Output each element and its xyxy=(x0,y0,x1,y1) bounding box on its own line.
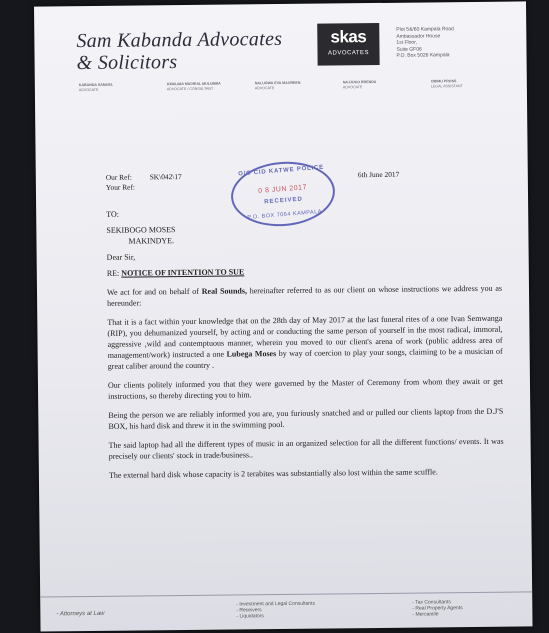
logo-mark: skas xyxy=(330,27,367,47)
paragraph-6: The external hard disk whose capacity is 2 terabites was substantially also lost within the same scuffle. xyxy=(108,467,438,480)
firm-name xyxy=(76,28,306,74)
staff-name: KWALIMA MICHEAL MULUMBA xyxy=(166,81,221,87)
staff-name: KABANDA SAMUEL xyxy=(78,82,114,88)
staff-role: LEGAL ASSISTANT xyxy=(430,84,463,89)
firm-address xyxy=(396,26,516,60)
letter-page xyxy=(34,1,533,631)
footer-service: - Investment and Legal Consultants xyxy=(236,600,315,608)
staff-list xyxy=(79,79,519,124)
paragraph-4: Being the person we are reliably informed you are, you furiously snatched and or pulled our clients laptop from the D.J'S BOX, his hard disk and threw it in the swimming pool. xyxy=(108,406,504,431)
stamp-received: RECEIVED xyxy=(264,196,304,206)
stamp-top-text: O/C CID KATWE POLICE xyxy=(238,164,325,178)
p1-text-a: We act for and on behalf of xyxy=(106,286,202,297)
address-line: Ambassador House xyxy=(396,32,441,40)
address-line: P.O. Box 5026 Kampala xyxy=(396,52,450,59)
firm-name-line1: Sam Kabanda Advocates xyxy=(76,27,283,53)
footer-service: - Liquidators xyxy=(236,613,264,620)
footer-col-3 xyxy=(412,599,462,618)
stamp-bottom-text: P.O. BOX 7064 KAMPALA xyxy=(247,208,323,221)
our-ref-label: Our Ref: xyxy=(105,172,132,182)
staff-name: OBIMU PROSS xyxy=(430,79,457,84)
paragraph-2 xyxy=(107,313,503,372)
salutation: Dear Sir, xyxy=(106,252,136,262)
our-ref-value: SK\042\17 xyxy=(149,172,182,182)
logo-subtitle: ADVOCATES xyxy=(327,50,370,57)
footer-service: - Real Property Agents xyxy=(412,605,463,612)
staff-entry xyxy=(79,82,163,93)
dj-name: Lubega Moses xyxy=(226,349,277,359)
p1-text-c: hereinafter referred to as our client on whose instructions we address you as hereunder: xyxy=(107,283,503,308)
staff-entry xyxy=(343,79,427,90)
subject-text: NOTICE OF INTENTION TO SUE xyxy=(121,267,245,278)
letter-body xyxy=(106,205,504,489)
reference-block xyxy=(106,172,182,193)
staff-role: ADVOCATE xyxy=(342,85,363,90)
paragraph-3: Our clients politely informed you that they were governed by the Master of Ceremony from whom they await or get instructions, so thereby directing you to him. xyxy=(107,376,504,401)
letter-date: 6th June 2017 xyxy=(357,169,400,180)
footer-service: - Receivers xyxy=(236,607,262,614)
staff-entry xyxy=(167,81,251,92)
to-label: TO: xyxy=(106,209,119,219)
paragraph-5: The said laptop had all the different types of music in an organized selection for all the different functions/ events. It was precisely our clients' stock in trade/business.. xyxy=(108,436,504,461)
re-label: RE: xyxy=(106,268,120,278)
address-line: Plot 5&/60 Kampala Road xyxy=(396,26,454,33)
your-ref-label: Your Ref: xyxy=(105,182,135,192)
p2-text-a: That it is a fact within your knowledge that on the 28th day of May 2017 at the last funeral rites of a one Ivan Semwanga (RIP), you dehumanized yourself, by acting and or conducting the same person of yourself in the most radical, immoral, aggressive ,wild and contemptuous manner, wherein you moved to our client's arena of work (public address area of management/work) instructed a one xyxy=(107,313,503,360)
p2-text-c: by way of coercion to play your songs, claiming to be a musician of great caliber around the country . xyxy=(107,346,503,371)
paragraph-1 xyxy=(107,283,502,309)
letter-footer xyxy=(40,591,532,632)
staff-role: ADVOCATE xyxy=(254,86,275,91)
recipient-location: MAKINDYE. xyxy=(128,236,175,246)
address-line: Suite GF06 xyxy=(396,46,422,53)
footer-col-2 xyxy=(236,601,315,620)
footer-service: - Mercantile xyxy=(412,611,439,618)
staff-entry xyxy=(255,80,339,91)
staff-name: NAJJUKO BRENDA xyxy=(342,79,377,85)
recipient-address xyxy=(106,205,502,268)
firm-logo xyxy=(317,23,379,66)
address-line: 1st Floor, xyxy=(396,39,418,46)
footer-service: - Tax Consultants xyxy=(412,599,451,606)
staff-entry xyxy=(431,79,515,90)
staff-role: ADVOCATE / CONSULTANT xyxy=(166,86,214,92)
recipient-name: SEKIBOGO MOSES xyxy=(106,225,176,235)
footer-col-1: - Attorneys at Law xyxy=(56,610,105,618)
staff-name: NALUGWA EVA MAUREEN xyxy=(254,80,301,86)
client-name: Real Sounds, xyxy=(201,286,248,296)
stamp-date: 0 8 JUN 2017 xyxy=(258,184,308,195)
staff-role: ADVOCATE xyxy=(78,87,99,93)
firm-name-line2: & Solicitors xyxy=(76,51,178,75)
